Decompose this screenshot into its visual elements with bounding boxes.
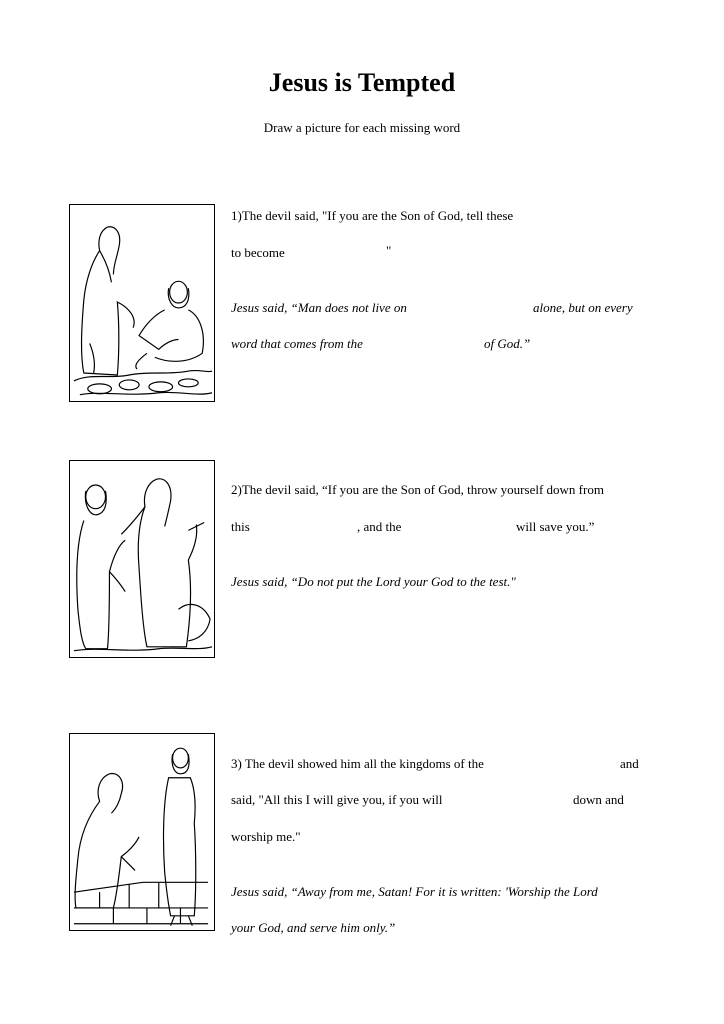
section-1-reply-2: alone, but on every [533, 300, 633, 315]
section-1-line-1: 1)The devil said, "If you are the Son of God, tell these [231, 208, 514, 223]
page-subtitle: Draw a picture for each missing word [263, 120, 461, 135]
section-1-line-2: to become [231, 245, 285, 260]
jesus-and-devil-temple-illustration [69, 460, 215, 658]
jesus-and-devil-stones-illustration [69, 204, 215, 402]
section-1-reply-3: word that comes from the [231, 336, 363, 351]
section-3-line-5: worship me." [231, 829, 301, 844]
page-title: Jesus is Tempted [268, 68, 456, 97]
section-3-reply-2: your God, and serve him only.” [231, 920, 396, 935]
section-3-line-4: down and [573, 792, 624, 807]
section-1-reply-4: of God.” [484, 336, 531, 351]
section-2-line-3: , and the [357, 519, 402, 534]
section-2-line-1: 2)The devil said, “If you are the Son of God, throw yourself down from [231, 482, 604, 497]
section-3-line-2: and [620, 756, 639, 771]
section-3-line-1: 3) The devil showed him all the kingdoms of the [231, 756, 484, 771]
section-3-line-3: said, "All this I will give you, if you will [231, 792, 443, 807]
section-2-line-2: this [231, 519, 250, 534]
section-1-closing-quote: " [386, 243, 392, 258]
section-3-reply-1: Jesus said, “Away from me, Satan! For it is written: 'Worship the Lord [231, 884, 598, 899]
jesus-and-devil-kingdoms-illustration [69, 733, 215, 931]
section-2-line-4: will save you.” [516, 519, 595, 534]
section-2-reply-1: Jesus said, “Do not put the Lord your God to the test." [231, 574, 516, 589]
section-1-reply-1: Jesus said, “Man does not live on [231, 300, 407, 315]
